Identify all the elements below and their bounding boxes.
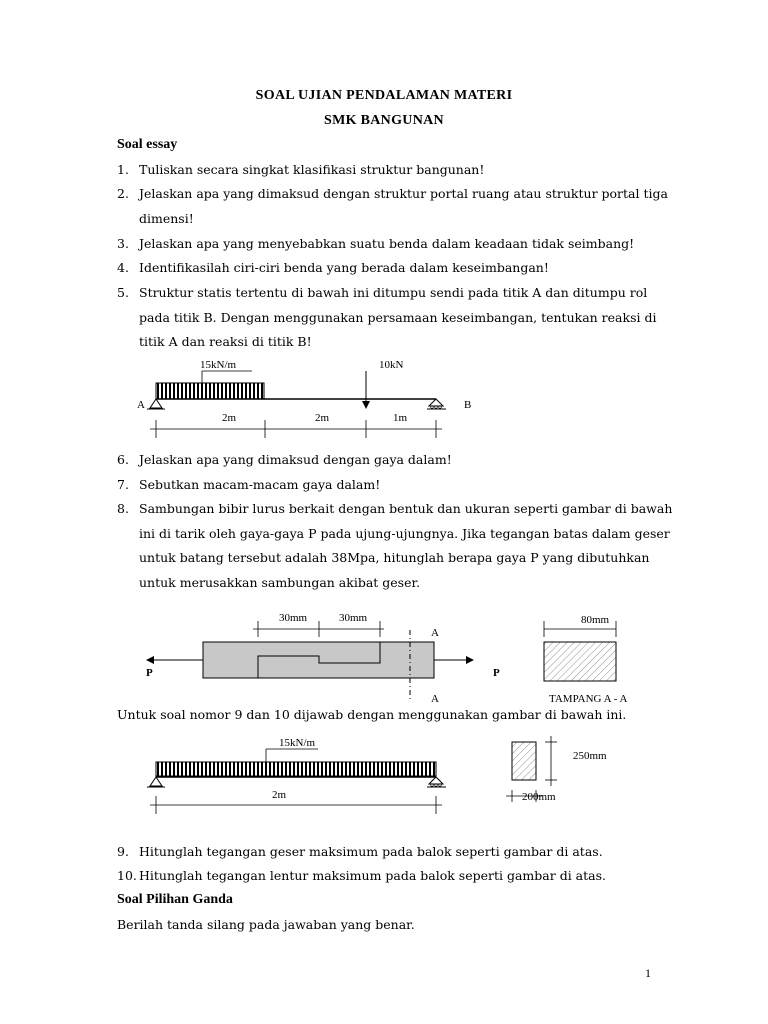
question-text-continued: pada titik B. Dengan menggunakan persamaan keseimbangan, tentukan reaksi di [139, 310, 657, 325]
section-label-bottom: A [431, 693, 439, 705]
section-width-label: 80mm [581, 614, 610, 626]
question-number: 8. [117, 501, 129, 516]
dimension-label-left: 30mm [279, 612, 308, 624]
span-label: 2m [272, 789, 287, 801]
question-text: Jelaskan apa yang dimaksud dengan gaya dalam! [139, 452, 452, 467]
width-label: 200mm [522, 791, 556, 803]
dimension-label-3: 1m [393, 412, 408, 424]
question-number: 2. [117, 186, 129, 201]
question-text: Tuliskan secara singkat klasifikasi struktur bangunan! [139, 162, 485, 177]
question-text: Identifikasilah ciri-ciri benda yang berada dalam keseimbangan! [139, 260, 549, 275]
height-label: 250mm [573, 750, 607, 762]
document-subtitle: SMK BANGUNAN [324, 113, 444, 128]
question-text: Sebutkan macam-macam gaya dalam! [139, 477, 381, 492]
question-text-continued: dimensi! [139, 211, 194, 226]
question-text: Sambungan bibir lurus berkait dengan bentuk dan ukuran seperti gambar di bawah [139, 501, 673, 516]
section-heading-multiple-choice: Soal Pilihan Ganda [117, 892, 233, 907]
question-text: Hitunglah tegangan lentur maksimum pada balok seperti gambar di atas. [139, 868, 606, 883]
roller-support-right [427, 777, 446, 787]
multiple-choice-instruction: Berilah tanda silang pada jawaban yang benar. [117, 917, 415, 932]
dimension-label-right: 30mm [339, 612, 368, 624]
question-number: 3. [117, 236, 129, 251]
question-text-continued: untuk merusakkan sambungan akibat geser. [139, 575, 421, 590]
dimension-label-1: 2m [222, 412, 237, 424]
span-dimension-line [150, 796, 442, 814]
section-label-top: A [431, 627, 439, 639]
question-number: 4. [117, 260, 129, 275]
note-questions-9-10: Untuk soal nomor 9 dan 10 dijawab dengan menggunakan gambar di bawah ini. [117, 707, 627, 722]
question-text-continued: ini di tarik oleh gaya-gaya P pada ujung-ujungnya. Jika tegangan batas dalam geser [139, 526, 670, 541]
beam-cross-section [512, 742, 536, 780]
section-caption: TAMPANG A - A [549, 693, 628, 705]
force-label-right: P [493, 667, 500, 679]
document-title: SOAL UJIAN PENDALAMAN MATERI [255, 88, 513, 103]
support-b-label: B [464, 399, 472, 411]
question-text: Hitunglah tegangan geser maksimum pada balok seperti gambar di atas. [139, 844, 603, 859]
question-text-continued: untuk batang tersebut adalah 38Mpa, hitunglah berapa gaya P yang dibutuhkan [139, 550, 650, 565]
pin-support-left [147, 777, 165, 787]
question-text: Jelaskan apa yang dimaksud dengan struktur portal ruang atau struktur portal tiga [139, 186, 668, 201]
question-number: 9. [117, 844, 129, 859]
page-number: 1 [645, 966, 651, 980]
question-text-continued: titik A dan reaksi di titik B! [139, 334, 312, 349]
distributed-load-label: 15kN/m [279, 737, 316, 749]
support-a-label: A [137, 399, 145, 411]
distributed-load-15kn [156, 749, 436, 776]
question-number: 5. [117, 285, 129, 300]
question-number: 1. [117, 162, 129, 177]
question-number: 6. [117, 452, 129, 467]
force-label-left: P [146, 667, 153, 679]
question-text: Jelaskan apa yang menyebabkan suatu benda dalam keadaan tidak seimbang! [139, 236, 635, 251]
question-number: 10. [117, 868, 137, 883]
section-heading-essay: Soal essay [117, 137, 178, 152]
height-dimension [545, 736, 557, 786]
point-load-label: 10kN [379, 359, 404, 371]
dimension-label-2: 2m [315, 412, 330, 424]
distributed-load-label: 15kN/m [200, 359, 237, 371]
question-number: 7. [117, 477, 129, 492]
question-text: Struktur statis tertentu di bawah ini ditumpu sendi pada titik A dan ditumpu rol [139, 285, 648, 300]
